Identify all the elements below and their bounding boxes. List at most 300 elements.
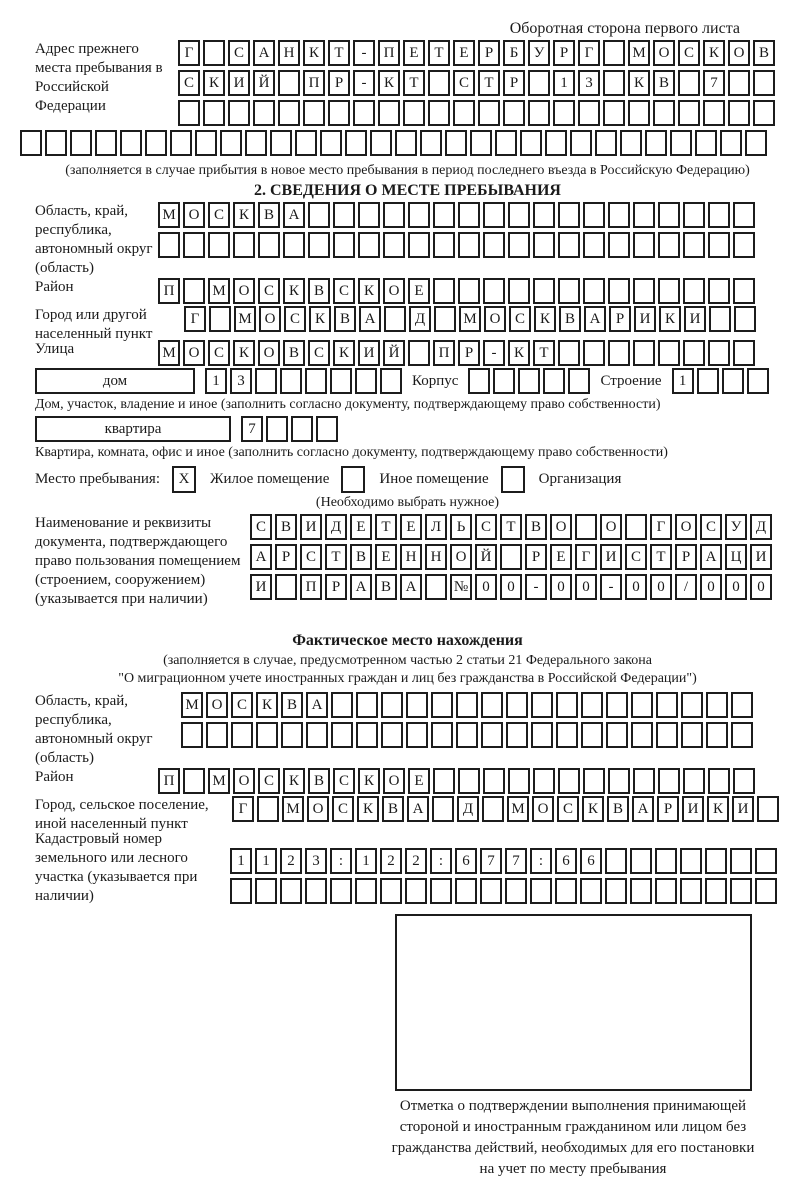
char-box[interactable]: В — [525, 514, 547, 540]
char-box[interactable] — [528, 70, 550, 96]
char-box[interactable]: Т — [478, 70, 500, 96]
char-box[interactable] — [209, 306, 231, 332]
char-box[interactable] — [245, 130, 267, 156]
char-box[interactable] — [705, 848, 727, 874]
char-box[interactable] — [406, 722, 428, 748]
char-box[interactable] — [433, 232, 455, 258]
char-box[interactable] — [745, 130, 767, 156]
char-box[interactable]: К — [233, 340, 255, 366]
char-box[interactable] — [603, 40, 625, 66]
char-box[interactable] — [384, 306, 406, 332]
char-box[interactable] — [428, 100, 450, 126]
char-box[interactable] — [683, 768, 705, 794]
char-box[interactable] — [755, 878, 777, 904]
char-box[interactable]: В — [308, 768, 330, 794]
char-box[interactable] — [408, 232, 430, 258]
char-box[interactable]: С — [453, 70, 475, 96]
char-box[interactable]: О — [258, 340, 280, 366]
char-box[interactable]: Т — [533, 340, 555, 366]
char-box[interactable] — [555, 878, 577, 904]
char-box[interactable]: В — [350, 544, 372, 570]
char-box[interactable] — [328, 100, 350, 126]
char-box[interactable]: Й — [475, 544, 497, 570]
char-box[interactable]: О — [728, 40, 750, 66]
char-box[interactable] — [583, 340, 605, 366]
char-box[interactable]: О — [183, 202, 205, 228]
char-box[interactable] — [655, 848, 677, 874]
char-box[interactable]: Е — [550, 544, 572, 570]
char-box[interactable] — [656, 722, 678, 748]
char-box[interactable] — [458, 232, 480, 258]
char-box[interactable]: С — [208, 202, 230, 228]
char-box[interactable]: Т — [325, 544, 347, 570]
char-box[interactable] — [528, 100, 550, 126]
char-box[interactable]: С — [300, 544, 322, 570]
char-box[interactable] — [120, 130, 142, 156]
char-box[interactable] — [733, 340, 755, 366]
char-box[interactable] — [655, 878, 677, 904]
char-box[interactable]: О — [206, 692, 228, 718]
char-box[interactable] — [733, 202, 755, 228]
char-box[interactable]: Р — [609, 306, 631, 332]
char-box[interactable]: О — [233, 278, 255, 304]
char-box[interactable]: К — [703, 40, 725, 66]
char-box[interactable]: И — [682, 796, 704, 822]
char-box[interactable] — [608, 768, 630, 794]
char-box[interactable]: К — [233, 202, 255, 228]
char-box[interactable] — [358, 202, 380, 228]
char-box[interactable]: А — [306, 692, 328, 718]
char-box[interactable]: К — [707, 796, 729, 822]
char-box[interactable]: К — [534, 306, 556, 332]
char-box[interactable] — [520, 130, 542, 156]
char-box[interactable]: 7 — [505, 848, 527, 874]
char-box[interactable]: Г — [575, 544, 597, 570]
char-box[interactable] — [434, 306, 456, 332]
char-box[interactable]: Н — [425, 544, 447, 570]
char-box[interactable] — [533, 202, 555, 228]
char-box[interactable]: 1 — [672, 368, 694, 394]
char-box[interactable]: М — [282, 796, 304, 822]
char-box[interactable] — [556, 692, 578, 718]
char-box[interactable] — [356, 722, 378, 748]
char-box[interactable]: О — [183, 340, 205, 366]
char-box[interactable] — [533, 278, 555, 304]
char-box[interactable]: - — [353, 40, 375, 66]
char-box[interactable] — [383, 232, 405, 258]
char-box[interactable] — [483, 202, 505, 228]
char-box[interactable] — [556, 722, 578, 748]
char-box[interactable]: 3 — [578, 70, 600, 96]
char-box[interactable]: О — [484, 306, 506, 332]
char-box[interactable] — [755, 848, 777, 874]
char-box[interactable] — [633, 202, 655, 228]
char-box[interactable] — [456, 722, 478, 748]
char-box[interactable]: И — [750, 544, 772, 570]
char-box[interactable] — [583, 232, 605, 258]
char-box[interactable]: К — [659, 306, 681, 332]
char-box[interactable]: В — [258, 202, 280, 228]
char-box[interactable]: С — [678, 40, 700, 66]
char-box[interactable] — [695, 130, 717, 156]
char-box[interactable] — [753, 100, 775, 126]
char-box[interactable] — [605, 878, 627, 904]
char-box[interactable] — [581, 722, 603, 748]
char-box[interactable] — [683, 278, 705, 304]
char-box[interactable]: В — [334, 306, 356, 332]
char-box[interactable]: Г — [178, 40, 200, 66]
char-box[interactable] — [633, 232, 655, 258]
char-box[interactable] — [595, 130, 617, 156]
char-box[interactable] — [381, 722, 403, 748]
char-box[interactable]: М — [234, 306, 256, 332]
char-box[interactable] — [630, 848, 652, 874]
char-box[interactable] — [630, 878, 652, 904]
char-box[interactable]: Й — [253, 70, 275, 96]
char-box[interactable]: Г — [184, 306, 206, 332]
char-box[interactable] — [608, 202, 630, 228]
char-box[interactable]: Д — [457, 796, 479, 822]
char-box[interactable] — [653, 100, 675, 126]
char-box[interactable] — [730, 848, 752, 874]
char-box[interactable]: Й — [383, 340, 405, 366]
char-box[interactable]: : — [530, 848, 552, 874]
char-box[interactable] — [708, 202, 730, 228]
char-box[interactable]: С — [700, 514, 722, 540]
char-box[interactable]: Т — [403, 70, 425, 96]
char-box[interactable]: О — [383, 768, 405, 794]
char-box[interactable]: М — [459, 306, 481, 332]
stamp-box[interactable] — [395, 914, 752, 1091]
char-box[interactable] — [158, 232, 180, 258]
char-box[interactable] — [633, 278, 655, 304]
char-box[interactable] — [145, 130, 167, 156]
char-box[interactable]: Т — [375, 514, 397, 540]
char-box[interactable] — [508, 278, 530, 304]
char-box[interactable] — [706, 722, 728, 748]
char-box[interactable]: О — [307, 796, 329, 822]
char-box[interactable]: И — [684, 306, 706, 332]
char-box[interactable] — [405, 878, 427, 904]
char-box[interactable] — [709, 306, 731, 332]
char-box[interactable] — [583, 768, 605, 794]
char-box[interactable]: С — [333, 278, 355, 304]
char-box[interactable] — [678, 70, 700, 96]
char-box[interactable] — [178, 100, 200, 126]
char-box[interactable] — [206, 722, 228, 748]
char-box[interactable] — [683, 340, 705, 366]
char-box[interactable]: Р — [478, 40, 500, 66]
char-box[interactable]: О — [383, 278, 405, 304]
char-box[interactable]: Р — [675, 544, 697, 570]
char-box[interactable]: 0 — [650, 574, 672, 600]
char-box[interactable] — [631, 722, 653, 748]
char-box[interactable] — [608, 232, 630, 258]
char-box[interactable] — [183, 278, 205, 304]
char-box[interactable] — [580, 878, 602, 904]
char-box[interactable] — [581, 692, 603, 718]
char-box[interactable] — [291, 416, 313, 442]
char-box[interactable] — [545, 130, 567, 156]
char-box[interactable] — [431, 692, 453, 718]
char-box[interactable]: О — [450, 544, 472, 570]
char-box[interactable]: 7 — [480, 848, 502, 874]
char-box[interactable]: В — [653, 70, 675, 96]
char-box[interactable]: П — [158, 768, 180, 794]
char-box[interactable]: П — [158, 278, 180, 304]
char-box[interactable] — [625, 514, 647, 540]
char-box[interactable] — [483, 278, 505, 304]
char-box[interactable]: Е — [408, 768, 430, 794]
char-box[interactable]: С — [333, 768, 355, 794]
char-box[interactable] — [658, 278, 680, 304]
char-box[interactable]: 3 — [230, 368, 252, 394]
char-box[interactable] — [20, 130, 42, 156]
char-box[interactable]: Н — [400, 544, 422, 570]
char-box[interactable]: 1 — [205, 368, 227, 394]
char-box[interactable] — [233, 232, 255, 258]
char-box[interactable] — [181, 722, 203, 748]
char-box[interactable] — [683, 232, 705, 258]
char-box[interactable] — [658, 232, 680, 258]
char-box[interactable] — [508, 202, 530, 228]
char-box[interactable] — [730, 878, 752, 904]
char-box[interactable]: С — [557, 796, 579, 822]
char-box[interactable]: П — [433, 340, 455, 366]
char-box[interactable] — [508, 232, 530, 258]
char-box[interactable]: Т — [328, 40, 350, 66]
char-box[interactable]: 0 — [625, 574, 647, 600]
char-box[interactable] — [708, 340, 730, 366]
char-box[interactable] — [255, 878, 277, 904]
char-box[interactable]: 0 — [550, 574, 572, 600]
char-box[interactable]: А — [250, 544, 272, 570]
char-box[interactable]: 1 — [553, 70, 575, 96]
char-box[interactable] — [720, 130, 742, 156]
char-box[interactable] — [708, 232, 730, 258]
char-box[interactable]: 0 — [700, 574, 722, 600]
char-box[interactable] — [231, 722, 253, 748]
char-box[interactable] — [432, 796, 454, 822]
char-box[interactable] — [270, 130, 292, 156]
char-box[interactable] — [355, 368, 377, 394]
char-box[interactable] — [708, 278, 730, 304]
char-box[interactable]: Р — [657, 796, 679, 822]
char-box[interactable] — [330, 368, 352, 394]
char-box[interactable] — [395, 130, 417, 156]
char-box[interactable] — [403, 100, 425, 126]
char-box[interactable]: С — [208, 340, 230, 366]
char-box[interactable] — [483, 768, 505, 794]
char-box[interactable] — [482, 796, 504, 822]
char-box[interactable]: 6 — [555, 848, 577, 874]
char-box[interactable]: И — [250, 574, 272, 600]
char-box[interactable] — [733, 278, 755, 304]
char-box[interactable] — [408, 202, 430, 228]
char-box[interactable] — [356, 692, 378, 718]
char-box[interactable]: Е — [453, 40, 475, 66]
char-box[interactable]: К — [256, 692, 278, 718]
char-box[interactable]: 0 — [725, 574, 747, 600]
char-box[interactable] — [455, 878, 477, 904]
char-box[interactable] — [353, 100, 375, 126]
char-box[interactable] — [633, 768, 655, 794]
char-box[interactable] — [495, 130, 517, 156]
char-box[interactable]: П — [378, 40, 400, 66]
char-box[interactable] — [508, 768, 530, 794]
char-box[interactable]: В — [275, 514, 297, 540]
char-box[interactable] — [320, 130, 342, 156]
char-box[interactable] — [733, 232, 755, 258]
char-box[interactable] — [518, 368, 540, 394]
char-box[interactable] — [505, 878, 527, 904]
char-box[interactable] — [506, 692, 528, 718]
char-box[interactable] — [670, 130, 692, 156]
char-box[interactable]: У — [528, 40, 550, 66]
char-box[interactable] — [753, 70, 775, 96]
char-box[interactable] — [530, 878, 552, 904]
char-box[interactable]: В — [283, 340, 305, 366]
char-box[interactable]: А — [632, 796, 654, 822]
char-box[interactable]: Р — [553, 40, 575, 66]
char-box[interactable]: С — [475, 514, 497, 540]
char-box[interactable] — [658, 202, 680, 228]
char-box[interactable] — [331, 722, 353, 748]
char-box[interactable]: Т — [650, 544, 672, 570]
char-box[interactable] — [95, 130, 117, 156]
char-box[interactable] — [500, 544, 522, 570]
char-box[interactable]: Р — [525, 544, 547, 570]
char-box[interactable] — [631, 692, 653, 718]
char-box[interactable]: Р — [275, 544, 297, 570]
char-box[interactable] — [733, 768, 755, 794]
char-box[interactable] — [468, 368, 490, 394]
char-box[interactable]: И — [732, 796, 754, 822]
char-box[interactable]: 2 — [405, 848, 427, 874]
char-box[interactable] — [456, 692, 478, 718]
char-box[interactable]: 6 — [455, 848, 477, 874]
char-box[interactable]: М — [158, 340, 180, 366]
char-box[interactable] — [303, 100, 325, 126]
char-box[interactable] — [533, 232, 555, 258]
char-box[interactable] — [256, 722, 278, 748]
char-box[interactable]: Г — [232, 796, 254, 822]
char-box[interactable] — [678, 100, 700, 126]
char-box[interactable]: № — [450, 574, 472, 600]
char-box[interactable] — [458, 278, 480, 304]
char-box[interactable]: К — [357, 796, 379, 822]
char-box[interactable]: 0 — [575, 574, 597, 600]
char-box[interactable]: С — [231, 692, 253, 718]
char-box[interactable] — [478, 100, 500, 126]
char-box[interactable] — [458, 768, 480, 794]
char-box[interactable] — [381, 692, 403, 718]
char-box[interactable] — [280, 878, 302, 904]
char-box[interactable] — [620, 130, 642, 156]
char-box[interactable]: П — [300, 574, 322, 600]
char-box[interactable]: Р — [325, 574, 347, 600]
char-box[interactable] — [278, 100, 300, 126]
char-box[interactable]: И — [300, 514, 322, 540]
char-box[interactable] — [453, 100, 475, 126]
char-box[interactable]: - — [600, 574, 622, 600]
char-box[interactable] — [747, 368, 769, 394]
char-box[interactable] — [608, 278, 630, 304]
char-box[interactable] — [330, 878, 352, 904]
char-box[interactable] — [703, 100, 725, 126]
char-box[interactable]: К — [333, 340, 355, 366]
char-box[interactable] — [680, 878, 702, 904]
char-box[interactable]: 2 — [380, 848, 402, 874]
char-box[interactable]: 3 — [305, 848, 327, 874]
char-box[interactable] — [656, 692, 678, 718]
char-box[interactable] — [220, 130, 242, 156]
char-box[interactable]: К — [378, 70, 400, 96]
char-box[interactable]: И — [634, 306, 656, 332]
char-box[interactable] — [433, 278, 455, 304]
char-box[interactable]: : — [330, 848, 352, 874]
char-box[interactable] — [757, 796, 779, 822]
char-box[interactable] — [633, 340, 655, 366]
char-box[interactable]: О — [259, 306, 281, 332]
char-box[interactable] — [606, 692, 628, 718]
char-box[interactable] — [433, 768, 455, 794]
char-box[interactable] — [230, 878, 252, 904]
char-box[interactable]: О — [233, 768, 255, 794]
char-box[interactable]: Р — [458, 340, 480, 366]
char-box[interactable] — [203, 40, 225, 66]
char-box[interactable] — [731, 722, 753, 748]
char-box[interactable]: Р — [328, 70, 350, 96]
char-box[interactable] — [558, 278, 580, 304]
char-box[interactable]: О — [550, 514, 572, 540]
char-box[interactable] — [433, 202, 455, 228]
char-box[interactable]: Б — [503, 40, 525, 66]
char-box[interactable] — [295, 130, 317, 156]
char-box[interactable] — [257, 796, 279, 822]
char-box[interactable] — [425, 574, 447, 600]
char-box[interactable]: Д — [325, 514, 347, 540]
char-box[interactable]: - — [483, 340, 505, 366]
char-box[interactable] — [603, 70, 625, 96]
char-box[interactable] — [283, 232, 305, 258]
char-box[interactable]: Е — [403, 40, 425, 66]
char-box[interactable] — [308, 202, 330, 228]
char-box[interactable] — [683, 202, 705, 228]
char-box[interactable]: С — [284, 306, 306, 332]
char-box[interactable] — [470, 130, 492, 156]
char-box[interactable] — [380, 368, 402, 394]
char-box[interactable]: 1 — [355, 848, 377, 874]
char-box[interactable] — [658, 768, 680, 794]
char-box[interactable]: О — [653, 40, 675, 66]
char-box[interactable]: Е — [375, 544, 397, 570]
char-box[interactable] — [493, 368, 515, 394]
char-box[interactable] — [255, 368, 277, 394]
char-box[interactable]: С — [625, 544, 647, 570]
char-box[interactable] — [722, 368, 744, 394]
char-box[interactable]: К — [303, 40, 325, 66]
char-box[interactable]: О — [675, 514, 697, 540]
char-box[interactable]: К — [358, 768, 380, 794]
char-box[interactable]: 7 — [241, 416, 263, 442]
char-box[interactable] — [708, 768, 730, 794]
char-box[interactable]: А — [283, 202, 305, 228]
char-box[interactable] — [531, 722, 553, 748]
char-box[interactable]: Ь — [450, 514, 472, 540]
char-box[interactable] — [645, 130, 667, 156]
char-box[interactable]: Ц — [725, 544, 747, 570]
